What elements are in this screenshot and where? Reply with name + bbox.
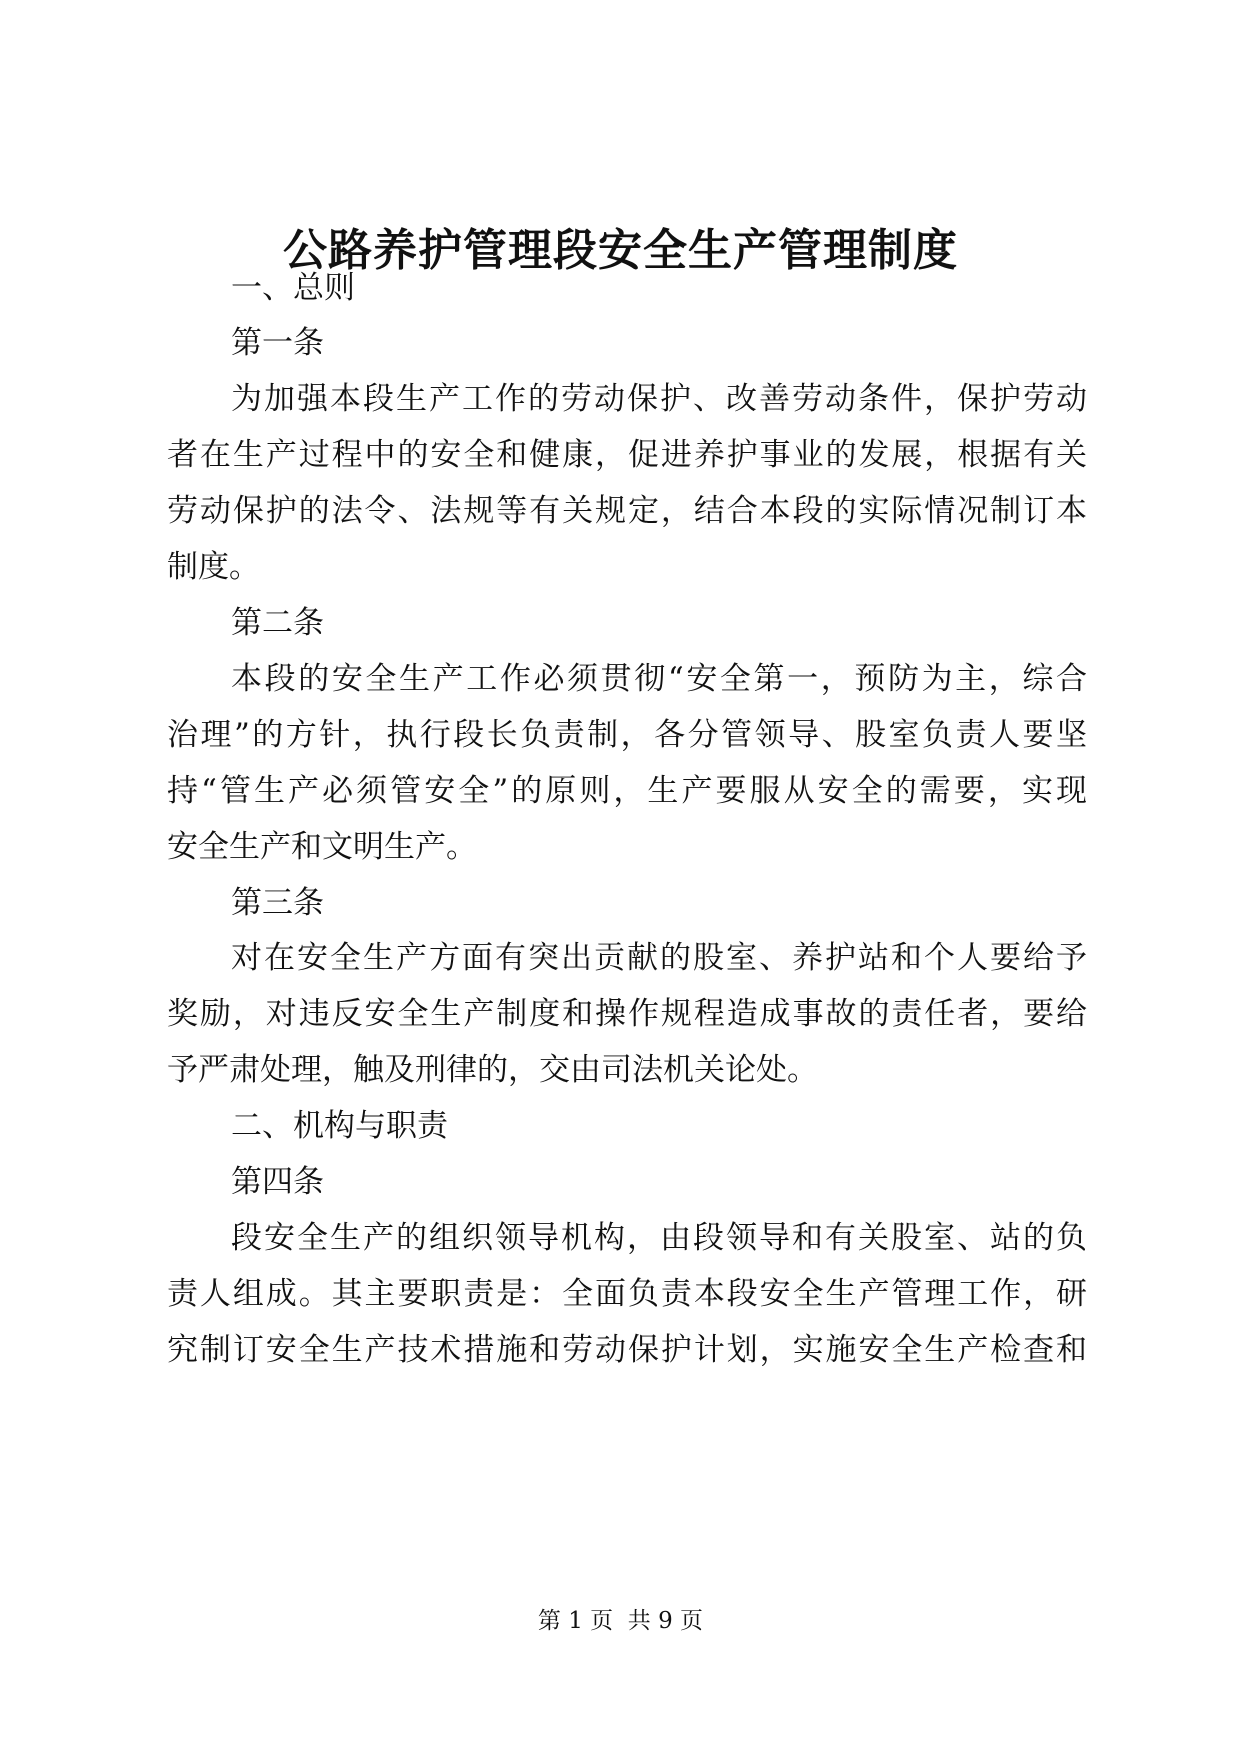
article-heading: 第一条 <box>231 325 324 361</box>
page-number-label: 第 1 页 共 9 页 <box>537 1608 704 1634</box>
paragraph-line: 安全生产和文明生产。 <box>167 829 477 865</box>
paragraph-line: 本段的安全生产工作必须贯彻“安全第一，预防为主，综合 <box>231 661 1087 697</box>
page-footer <box>0 1606 1241 1636</box>
section-heading: 二、机构与职责 <box>231 1108 448 1144</box>
paragraph-line: 究制订安全生产技术措施和劳动保护计划，实施安全生产检查和 <box>167 1332 1087 1368</box>
section-heading: 一、总则 <box>231 270 355 306</box>
paragraph-line: 者在生产过程中的安全和健康，促进养护事业的发展，根据有关 <box>167 437 1087 473</box>
paragraph-line: 劳动保护的法令、法规等有关规定，结合本段的实际情况制订本 <box>167 493 1087 529</box>
paragraph-line: 奖励，对违反安全生产制度和操作规程造成事故的责任者，要给 <box>167 996 1087 1032</box>
paragraph-line: 制度。 <box>167 549 260 585</box>
article-heading: 第四条 <box>231 1164 324 1200</box>
paragraph-line: 治理”的方针，执行段长负责制，各分管领导、股室负责人要坚 <box>167 717 1087 753</box>
paragraph-line: 予严肃处理，触及刑律的，交由司法机关论处。 <box>167 1052 818 1088</box>
paragraph-line: 责人组成。其主要职责是：全面负责本段安全生产管理工作，研 <box>167 1276 1087 1312</box>
paragraph-line: 持“管生产必须管安全”的原则，生产要服从安全的需要，实现 <box>167 773 1087 809</box>
paragraph-line: 对在安全生产方面有突出贡献的股室、养护站和个人要给予 <box>231 940 1087 976</box>
paragraph-line: 段安全生产的组织领导机构，由段领导和有关股室、站的负 <box>231 1220 1087 1256</box>
article-heading: 第二条 <box>231 605 324 641</box>
document-title: 公路养护管理段安全生产管理制度 <box>283 225 958 276</box>
paragraph-line: 为加强本段生产工作的劳动保护、改善劳动条件，保护劳动 <box>231 381 1087 417</box>
article-heading: 第三条 <box>231 885 324 921</box>
